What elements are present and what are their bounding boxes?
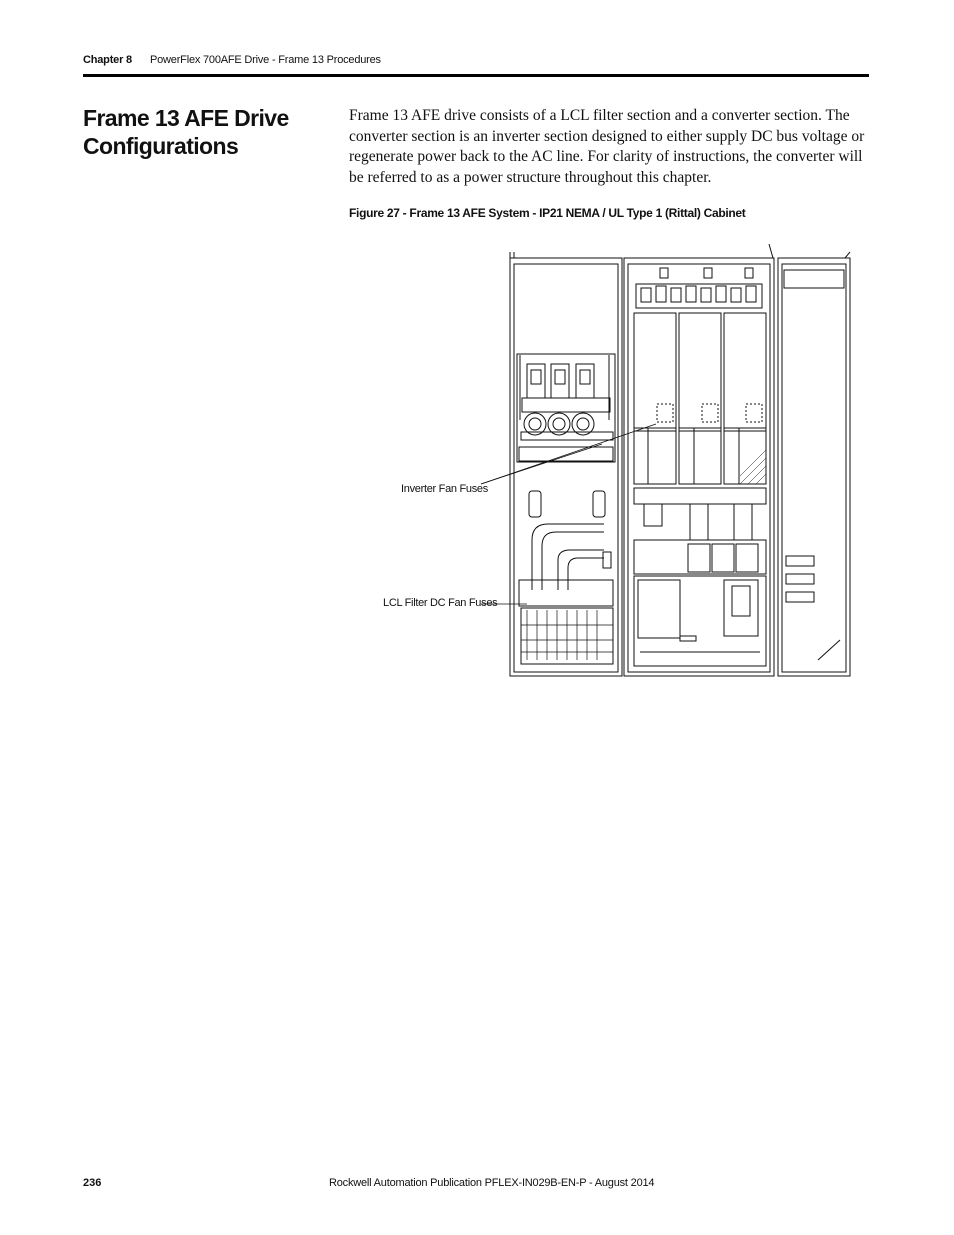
lcl-filter-cabinet	[510, 252, 622, 676]
page-number: 236	[83, 1177, 102, 1189]
section-heading: Frame 13 AFE Drive Configurations	[83, 105, 289, 159]
chapter-label: Chapter 8	[83, 54, 132, 66]
header-title: PowerFlex 700AFE Drive - Frame 13 Procedures	[150, 54, 381, 66]
side-cabinet	[778, 252, 850, 676]
callout-lcl-filter-dc-fan-fuses: LCL Filter DC Fan Fuses	[383, 597, 498, 609]
intro-paragraph: Frame 13 AFE drive consists of a LCL filter section and a converter section. The converter section is an inverter section designed to either supply DC bus voltage or regenerate power back to the AC line. For clarity of instructions, the converter will be referred to as a power structure throughout this chapter.	[349, 107, 865, 186]
figure-caption: Figure 27 - Frame 13 AFE System - IP21 NEMA / UL Type 1 (Rittal) Cabinet	[349, 206, 746, 220]
callout-inverter-fan-fuses: Inverter Fan Fuses	[401, 483, 488, 495]
publication-info: Rockwell Automation Publication PFLEX-IN029B-EN-P - August 2014	[329, 1177, 655, 1189]
converter-cabinet	[624, 244, 774, 676]
